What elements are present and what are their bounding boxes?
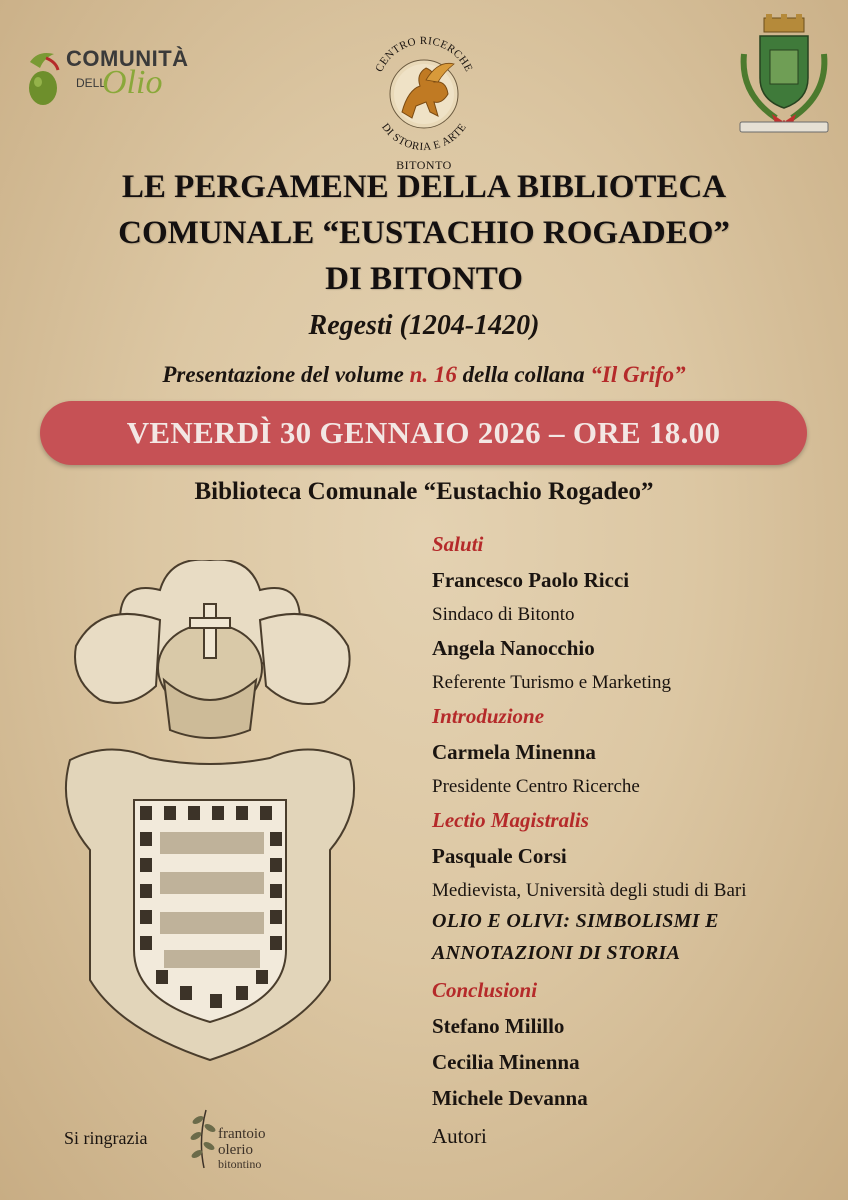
date-banner-text: VENERDÌ 30 GENNAIO 2026 – ORE 18.00 [126,415,721,450]
brand-line1: COMUNITÀ [66,46,189,71]
talk-title-line-2: ANNOTAZIONI DI STORIA [432,942,681,964]
ring-bottom-text: DI STORIA E ARTE [379,121,469,154]
brand-line3: Olio [102,64,163,101]
subtitle: Regesti (1204-1420) [308,310,540,341]
venue: Biblioteca Comunale “Eustachio Rogadeo” [194,478,654,505]
closing-speaker-1: Stefano Milillo [432,1014,565,1038]
event-title [0,164,848,302]
title-line-3: DI BITONTO [325,261,523,297]
thanks-text: Si ringrazia [64,1128,148,1148]
griffin-emblem [364,20,484,156]
comunita-olio-logo [18,40,188,110]
speaker-1-role: Sindaco di Bitonto [432,604,575,625]
section-introduzione: Introduzione [432,704,545,728]
presentation-part-1: Presentazione del volume [162,362,410,387]
sponsor-line-2: olerio [218,1142,253,1158]
ring-top-text: CENTRO RICERCHE [373,35,475,74]
sponsor-line-1: frantoio [218,1126,266,1142]
date-banner [40,401,807,465]
speaker-2-role: Referente Turismo e Marketing [432,672,672,693]
authors-label: Autori [432,1124,487,1148]
presentation-line [0,362,848,388]
olive-branch-icon [186,1106,216,1170]
volume-number: n. 16 [409,362,457,387]
frantoio-sponsor-logo [186,1106,316,1170]
title-line-2: COMUNALE “EUSTACHIO ROGADEO” [118,215,730,251]
municipal-coat-of-arms-icon [736,14,832,134]
speaker-1-name: Francesco Paolo Ricci [432,568,630,592]
olive-icon [24,48,62,108]
speaker-3-name: Carmela Minenna [432,740,596,764]
speaker-4-name: Pasquale Corsi [432,844,567,868]
crest-illustration [60,560,390,1070]
section-saluti: Saluti [432,532,484,556]
speaker-4-role: Medievista, Università degli studi di Bari [432,880,747,901]
series-name: “Il Grifo” [590,362,686,387]
presentation-part-2: della collana [456,362,591,387]
centro-ricerche-logo [364,20,484,172]
section-conclusioni: Conclusioni [432,978,538,1002]
logo-city-text: BITONTO [396,158,452,172]
talk-title-line-1: OLIO E OLIVI: SIMBOLISMI E [432,910,719,932]
speaker-2-name: Angela Nanocchio [432,636,595,660]
speaker-3-role: Presidente Centro Ricerche [432,776,640,797]
section-lectio: Lectio Magistralis [432,808,589,832]
closing-speaker-2: Cecilia Minenna [432,1050,580,1074]
closing-speaker-3: Michele Devanna [432,1086,588,1110]
title-line-1: LE PERGAMENE DELLA BIBLIOTECA [121,169,727,205]
brand-line2: DELL' [76,76,109,90]
sponsor-line-3: bitontino [218,1157,262,1171]
